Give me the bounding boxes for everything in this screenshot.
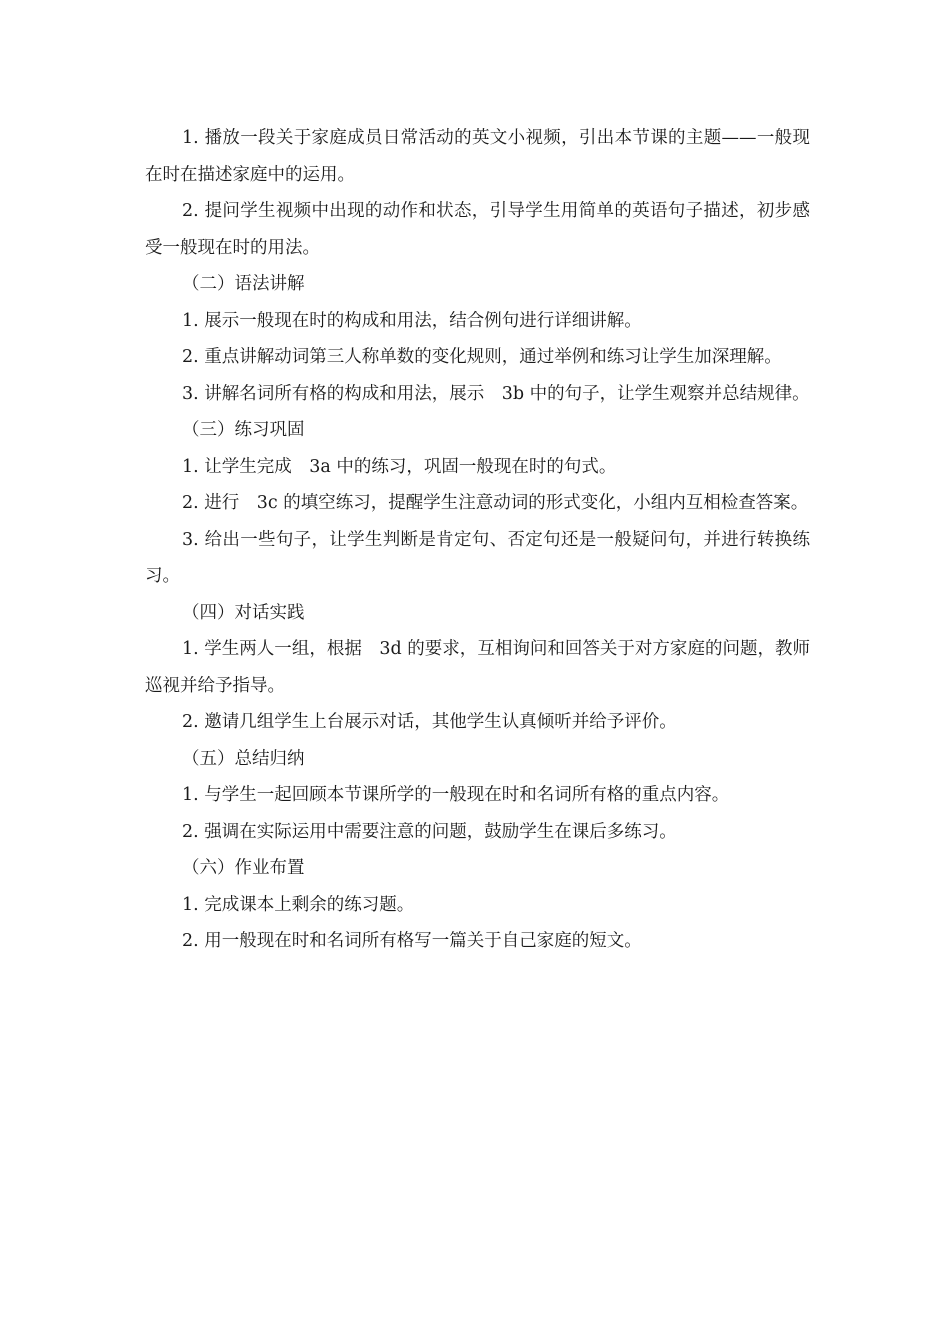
paragraph-grammar-3: 3. 讲解名词所有格的构成和用法，展示 3b 中的句子，让学生观察并总结规律。 xyxy=(182,383,810,404)
section-heading-practice: （三）练习巩固 xyxy=(182,420,305,440)
section-heading-grammar: （二）语法讲解 xyxy=(182,274,305,294)
paragraph-summary-1: 1. 与学生一起回顾本节课所学的一般现在时和名词所有格的重点内容。 xyxy=(182,785,730,805)
paragraph-dialogue-1: 1. 学生两人一组，根据 3d 的要求，互相询问和回答关于对方家庭的问题，教师巡视并给予指导。 xyxy=(145,639,810,696)
document-body xyxy=(145,120,810,960)
paragraph-grammar-2: 2. 重点讲解动词第三人称单数的变化规则，通过举例和练习让学生加深理解。 xyxy=(182,347,782,367)
section-heading-summary: （五）总结归纳 xyxy=(182,748,305,769)
paragraph-homework-2: 2. 用一般现在时和名词所有格写一篇关于自己家庭的短文。 xyxy=(182,931,642,951)
paragraph-practice-1: 1. 让学生完成 3a 中的练习，巩固一般现在时的句式。 xyxy=(182,456,617,477)
paragraph-grammar-1: 1. 展示一般现在时的构成和用法，结合例句进行详细讲解。 xyxy=(182,310,642,331)
paragraph-practice-3: 3. 给出一些句子，让学生判断是肯定句、否定句还是一般疑问句，并进行转换练习。 xyxy=(145,529,810,586)
section-heading-homework: （六）作业布置 xyxy=(182,858,305,878)
paragraph-homework-1: 1. 完成课本上剩余的练习题。 xyxy=(182,894,415,915)
paragraph-practice-2: 2. 进行 3c 的填空练习，提醒学生注意动词的形式变化，小组内互相检查答案。 xyxy=(182,493,809,513)
paragraph-intro-2: 2. 提问学生视频中出现的动作和状态，引导学生用简单的英语句子描述，初步感受一般现在时的用法。 xyxy=(145,201,810,258)
section-heading-dialogue: （四）对话实践 xyxy=(182,602,305,623)
paragraph-dialogue-2: 2. 邀请几组学生上台展示对话，其他学生认真倾听并给予评价。 xyxy=(182,712,677,732)
paragraph-summary-2: 2. 强调在实际运用中需要注意的问题，鼓励学生在课后多练习。 xyxy=(182,821,677,842)
paragraph-intro-1: 1. 播放一段关于家庭成员日常活动的英文小视频，引出本节课的主题——一般现在时在描述家庭中的运用。 xyxy=(145,128,810,185)
